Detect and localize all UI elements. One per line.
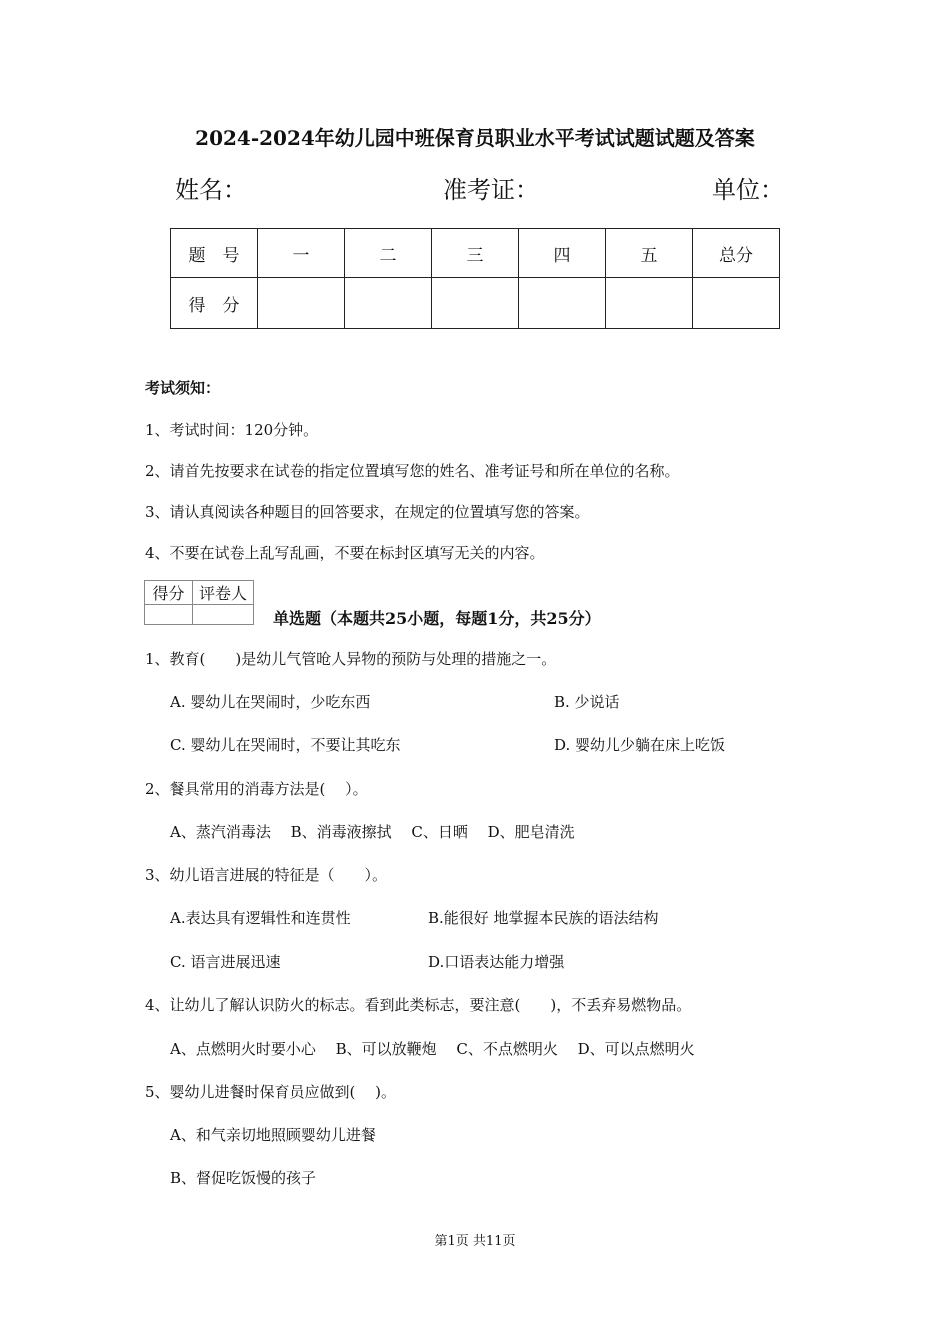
grader-reviewer-label: 评卷人 (193, 581, 254, 605)
option-c: C. 语言进展迅速 (170, 953, 281, 971)
option-b: B. 少说话 (554, 693, 620, 711)
options-inline: A、点燃明火时要小心 B、可以放鞭炮 C、不点燃明火 D、可以点燃明火 (170, 1040, 695, 1058)
score-cell-label: 得 分 (171, 278, 258, 329)
option-b: B.能很好 地掌握本民族的语法结构 (428, 909, 659, 927)
score-table-header-row (171, 229, 780, 278)
notice-item: 2、请首先按要求在试卷的指定位置填写您的姓名、准考证号和所在单位的名称。 (145, 462, 680, 480)
option-a: A、和气亲切地照顾婴幼儿进餐 (170, 1126, 376, 1144)
grader-score-cell[interactable] (145, 605, 193, 625)
notice-heading: 考试须知： (145, 379, 221, 397)
exam-id-field-label: 准考证： (443, 176, 539, 204)
question-stem: 4、让幼儿了解认识防火的标志。看到此类标志，要注意( )，不丢弃易燃物品。 (145, 996, 692, 1014)
score-cell-empty[interactable] (693, 278, 780, 329)
score-cell-header: 一 (258, 229, 345, 278)
score-cell-header: 四 (519, 229, 606, 278)
score-cell-header: 二 (345, 229, 432, 278)
score-table-score-row (171, 278, 780, 329)
section-title: 单选题（本题共25小题，每题1分，共25分） (273, 609, 601, 628)
option-b: B、督促吃饭慢的孩子 (170, 1169, 317, 1187)
unit-field-label: 单位： (712, 176, 784, 204)
page-title: 2024-2024年幼儿园中班保育员职业水平考试试题试题及答案 (195, 126, 755, 150)
score-cell-header: 总分 (693, 229, 780, 278)
score-cell-empty[interactable] (432, 278, 519, 329)
score-cell-empty[interactable] (345, 278, 432, 329)
options-inline: A、蒸汽消毒法 B、消毒液擦拭 C、日晒 D、肥皂清洗 (170, 823, 575, 841)
option-a: A. 婴幼儿在哭闹时，少吃东西 (170, 693, 371, 711)
score-cell-empty[interactable] (606, 278, 693, 329)
score-cell-header: 三 (432, 229, 519, 278)
notice-item: 3、请认真阅读各种题目的回答要求，在规定的位置填写您的答案。 (145, 503, 590, 521)
option-c: C. 婴幼儿在哭闹时，不要让其吃东 (170, 736, 401, 754)
question-stem: 2、餐具常用的消毒方法是( ）。 (145, 780, 368, 798)
grader-box (144, 580, 254, 625)
grader-reviewer-cell[interactable] (193, 605, 254, 625)
question-stem: 3、幼儿语言进展的特征是（ ）。 (145, 866, 388, 884)
score-cell-empty[interactable] (258, 278, 345, 329)
name-field-label: 姓名： (175, 176, 247, 204)
question-stem: 5、婴幼儿进餐时保育员应做到( )。 (145, 1083, 397, 1101)
notice-item: 1、考试时间：120分钟。 (145, 421, 319, 439)
score-table (170, 228, 780, 329)
option-d: D. 婴幼儿少躺在床上吃饭 (554, 736, 726, 754)
score-cell-header: 五 (606, 229, 693, 278)
grader-score-label: 得分 (145, 581, 193, 605)
question-stem: 1、教育( )是幼儿气管呛人异物的预防与处理的措施之一。 (145, 650, 557, 668)
option-a: A.表达具有逻辑性和连贯性 (170, 909, 351, 927)
score-cell-label: 题 号 (171, 229, 258, 278)
option-d: D.口语表达能力增强 (428, 953, 565, 971)
page-footer: 第1页 共11页 (434, 1234, 516, 1249)
notice-item: 4、不要在试卷上乱写乱画，不要在标封区填写无关的内容。 (145, 544, 545, 562)
score-cell-empty[interactable] (519, 278, 606, 329)
